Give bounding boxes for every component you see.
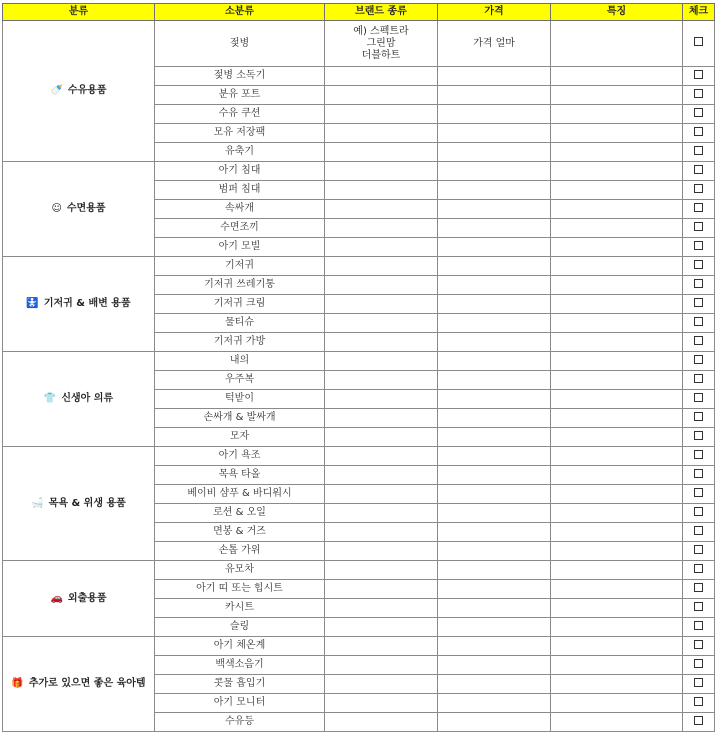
features-cell[interactable] [551, 409, 683, 428]
subcategory-cell: 아기 체온계 [155, 637, 325, 656]
checkbox[interactable] [694, 146, 703, 155]
category-label: 신생아 의류 [61, 393, 114, 404]
price-cell[interactable] [438, 694, 551, 713]
subcategory-cell: 손톱 가위 [155, 542, 325, 561]
brand-cell[interactable] [325, 466, 438, 485]
check-cell [683, 352, 715, 371]
check-cell [683, 67, 715, 86]
checkbox[interactable] [694, 678, 703, 687]
features-cell[interactable] [551, 523, 683, 542]
checkbox[interactable] [694, 279, 703, 288]
brand-cell[interactable] [325, 523, 438, 542]
checkbox[interactable] [694, 298, 703, 307]
brand-cell[interactable] [325, 390, 438, 409]
price-cell[interactable] [438, 371, 551, 390]
price-cell[interactable] [438, 390, 551, 409]
price-cell[interactable] [438, 580, 551, 599]
price-cell[interactable] [438, 219, 551, 238]
subcategory-cell: 기저귀 쓰레기통 [155, 276, 325, 295]
check-cell [683, 21, 715, 67]
subcategory-cell: 내의 [155, 352, 325, 371]
price-cell[interactable] [438, 105, 551, 124]
example-brand-line: 더블하트 [361, 49, 401, 61]
features-cell[interactable] [551, 542, 683, 561]
check-cell [683, 162, 715, 181]
brand-cell[interactable] [325, 352, 438, 371]
table-row [3, 257, 715, 276]
category-cell [3, 447, 155, 561]
checkbox[interactable] [694, 336, 703, 345]
table-row [3, 21, 715, 67]
brand-cell[interactable] [325, 314, 438, 333]
header-check: 체크 [683, 4, 715, 21]
brand-cell[interactable] [325, 542, 438, 561]
subcategory-cell: 아기 침대 [155, 162, 325, 181]
features-cell[interactable] [551, 713, 683, 732]
brand-cell[interactable] [325, 713, 438, 732]
brand-cell[interactable] [325, 428, 438, 447]
subcategory-cell: 범퍼 침대 [155, 181, 325, 200]
price-cell[interactable] [438, 86, 551, 105]
check-cell [683, 713, 715, 732]
features-cell[interactable] [551, 257, 683, 276]
brand-cell[interactable] [325, 105, 438, 124]
checkbox[interactable] [694, 37, 703, 46]
table-body [3, 21, 715, 732]
subcategory-cell: 수면조끼 [155, 219, 325, 238]
price-cell[interactable] [438, 200, 551, 219]
category-label: 수유용품 [67, 85, 107, 96]
check-cell [683, 428, 715, 447]
checkbox[interactable] [694, 621, 703, 630]
features-cell[interactable] [551, 181, 683, 200]
checkbox[interactable] [694, 602, 703, 611]
brand-cell[interactable] [325, 276, 438, 295]
brand-cell[interactable] [325, 295, 438, 314]
check-cell [683, 257, 715, 276]
subcategory-cell: 수유 쿠션 [155, 105, 325, 124]
price-cell[interactable] [438, 352, 551, 371]
checkbox[interactable] [694, 640, 703, 649]
price-cell[interactable] [438, 295, 551, 314]
category-label: 수면용품 [66, 203, 106, 214]
sleeping-face-icon: ☺ [51, 203, 62, 214]
check-cell [683, 333, 715, 352]
category-label: 기저귀 & 배변 용품 [43, 298, 131, 309]
check-cell [683, 637, 715, 656]
features-cell[interactable] [551, 295, 683, 314]
checkbox[interactable] [694, 469, 703, 478]
check-cell [683, 143, 715, 162]
checkbox[interactable] [694, 697, 703, 706]
brand-cell[interactable] [325, 561, 438, 580]
price-cell[interactable] [438, 447, 551, 466]
subcategory-cell: 속싸개 [155, 200, 325, 219]
table-row [3, 561, 715, 580]
example-price: 가격 얼마 [473, 37, 515, 49]
table-row [3, 352, 715, 371]
subcategory-cell: 젖병 소독기 [155, 67, 325, 86]
subcategory-cell: 수유등 [155, 713, 325, 732]
price-cell[interactable] [438, 181, 551, 200]
check-cell [683, 390, 715, 409]
subcategory-cell: 아기 모니터 [155, 694, 325, 713]
subcategory-cell: 로션 & 오일 [155, 504, 325, 523]
brand-cell[interactable] [325, 371, 438, 390]
brand-cell[interactable] [325, 447, 438, 466]
subcategory-cell: 아기 띠 또는 힙시트 [155, 580, 325, 599]
features-cell[interactable] [551, 637, 683, 656]
features-cell[interactable] [551, 599, 683, 618]
checkbox[interactable] [694, 450, 703, 459]
features-cell[interactable] [551, 656, 683, 675]
example-brand-line: 그린맘 [366, 37, 396, 49]
checkbox[interactable] [694, 564, 703, 573]
price-cell[interactable] [438, 257, 551, 276]
header-row [3, 4, 715, 21]
check-cell [683, 295, 715, 314]
price-cell[interactable] [438, 143, 551, 162]
price-cell[interactable] [438, 485, 551, 504]
checkbox[interactable] [694, 165, 703, 174]
subcategory-cell: 목욕 타올 [155, 466, 325, 485]
subcategory-cell: 카시트 [155, 599, 325, 618]
brand-cell[interactable] [325, 618, 438, 637]
checkbox[interactable] [694, 108, 703, 117]
checkbox[interactable] [694, 241, 703, 250]
checkbox[interactable] [694, 393, 703, 402]
features-cell[interactable] [551, 504, 683, 523]
brand-cell[interactable] [325, 181, 438, 200]
checkbox[interactable] [694, 412, 703, 421]
baby-symbol-icon: 🚼 [26, 298, 39, 309]
price-cell[interactable] [438, 561, 551, 580]
subcategory-cell: 기저귀 가방 [155, 333, 325, 352]
price-cell[interactable] [438, 713, 551, 732]
price-cell[interactable] [438, 67, 551, 86]
check-cell [683, 447, 715, 466]
example-brand-line: 예) 스펙트라 [353, 25, 409, 37]
gift-icon: 🎁 [11, 678, 24, 689]
subcategory-cell: 콧물 흡입기 [155, 675, 325, 694]
checkbox[interactable] [694, 260, 703, 269]
table-row [3, 162, 715, 181]
check-cell [683, 181, 715, 200]
check-cell [683, 504, 715, 523]
brand-cell[interactable] [325, 257, 438, 276]
brand-cell[interactable] [325, 67, 438, 86]
check-cell [683, 466, 715, 485]
brand-cell[interactable] [325, 580, 438, 599]
features-cell[interactable] [551, 238, 683, 257]
brand-cell[interactable] [325, 656, 438, 675]
price-cell[interactable] [438, 542, 551, 561]
baby-checklist-table [2, 3, 715, 732]
brand-cell[interactable] [325, 143, 438, 162]
price-cell[interactable] [438, 162, 551, 181]
subcategory-cell: 면봉 & 거즈 [155, 523, 325, 542]
check-cell [683, 105, 715, 124]
features-cell[interactable] [551, 314, 683, 333]
price-cell[interactable] [438, 618, 551, 637]
features-cell[interactable] [551, 694, 683, 713]
features-cell[interactable] [551, 618, 683, 637]
checkbox[interactable] [694, 488, 703, 497]
price-cell[interactable] [438, 21, 551, 67]
check-cell [683, 523, 715, 542]
subcategory-cell: 백색소음기 [155, 656, 325, 675]
header-brand: 브랜드 종류 [325, 4, 438, 21]
check-cell [683, 694, 715, 713]
header-category: 분류 [3, 4, 155, 21]
brand-cell[interactable] [325, 675, 438, 694]
features-cell[interactable] [551, 333, 683, 352]
brand-cell[interactable] [325, 219, 438, 238]
price-cell[interactable] [438, 276, 551, 295]
features-cell[interactable] [551, 428, 683, 447]
category-label: 추가로 있으면 좋은 육아템 [28, 678, 146, 689]
bottle-icon: 🍼 [50, 85, 63, 96]
check-cell [683, 219, 715, 238]
price-cell[interactable] [438, 124, 551, 143]
subcategory-cell: 유축기 [155, 143, 325, 162]
subcategory-cell: 손싸개 & 발싸개 [155, 409, 325, 428]
check-cell [683, 675, 715, 694]
table-row [3, 637, 715, 656]
subcategory-cell: 유모차 [155, 561, 325, 580]
checkbox[interactable] [694, 89, 703, 98]
features-cell[interactable] [551, 124, 683, 143]
subcategory-cell: 물티슈 [155, 314, 325, 333]
subcategory-cell: 슬링 [155, 618, 325, 637]
brand-cell[interactable] [325, 637, 438, 656]
check-cell [683, 238, 715, 257]
price-cell[interactable] [438, 409, 551, 428]
check-cell [683, 656, 715, 675]
features-cell[interactable] [551, 371, 683, 390]
subcategory-cell: 기저귀 크림 [155, 295, 325, 314]
features-cell[interactable] [551, 675, 683, 694]
checkbox[interactable] [694, 127, 703, 136]
price-cell[interactable] [438, 523, 551, 542]
subcategory-cell: 아기 욕조 [155, 447, 325, 466]
checkbox[interactable] [694, 70, 703, 79]
check-cell [683, 618, 715, 637]
category-cell [3, 257, 155, 352]
price-cell[interactable] [438, 675, 551, 694]
price-cell[interactable] [438, 599, 551, 618]
check-cell [683, 580, 715, 599]
features-cell[interactable] [551, 561, 683, 580]
brand-cell[interactable] [325, 21, 438, 67]
features-cell[interactable] [551, 67, 683, 86]
checkbox[interactable] [694, 184, 703, 193]
brand-cell[interactable] [325, 162, 438, 181]
features-cell[interactable] [551, 219, 683, 238]
brand-cell[interactable] [325, 200, 438, 219]
category-label: 목욕 & 위생 용품 [48, 497, 126, 509]
brand-cell[interactable] [325, 599, 438, 618]
features-cell[interactable] [551, 580, 683, 599]
header-features: 특징 [551, 4, 683, 21]
price-cell[interactable] [438, 504, 551, 523]
brand-cell[interactable] [325, 124, 438, 143]
checkbox[interactable] [694, 545, 703, 554]
features-cell[interactable] [551, 21, 683, 67]
checkbox[interactable] [694, 222, 703, 231]
table-row [3, 447, 715, 466]
subcategory-cell: 분유 포트 [155, 86, 325, 105]
checkbox[interactable] [694, 507, 703, 516]
subcategory-cell: 아기 모빌 [155, 238, 325, 257]
brand-cell[interactable] [325, 694, 438, 713]
check-cell [683, 86, 715, 105]
category-label: 외출용품 [67, 592, 107, 604]
category-cell [3, 637, 155, 732]
check-cell [683, 542, 715, 561]
bathtub-icon: 🛁 [31, 497, 44, 509]
brand-cell[interactable] [325, 504, 438, 523]
price-cell[interactable] [438, 466, 551, 485]
check-cell [683, 485, 715, 504]
checkbox[interactable] [694, 526, 703, 535]
features-cell[interactable] [551, 276, 683, 295]
features-cell[interactable] [551, 143, 683, 162]
checkbox[interactable] [694, 431, 703, 440]
checkbox[interactable] [694, 317, 703, 326]
checkbox[interactable] [694, 203, 703, 212]
brand-cell[interactable] [325, 485, 438, 504]
checkbox[interactable] [694, 583, 703, 592]
checkbox[interactable] [694, 374, 703, 383]
check-cell [683, 124, 715, 143]
features-cell[interactable] [551, 390, 683, 409]
shirt-icon: 👕 [43, 393, 57, 404]
price-cell[interactable] [438, 333, 551, 352]
check-cell [683, 276, 715, 295]
subcategory-cell: 기저귀 [155, 257, 325, 276]
check-cell [683, 200, 715, 219]
subcategory-cell: 우주복 [155, 371, 325, 390]
price-cell[interactable] [438, 637, 551, 656]
features-cell[interactable] [551, 86, 683, 105]
checkbox[interactable] [694, 659, 703, 668]
price-cell[interactable] [438, 238, 551, 257]
header-subcategory: 소분류 [155, 4, 325, 21]
features-cell[interactable] [551, 200, 683, 219]
car-icon: 🚗 [50, 592, 63, 604]
category-cell [3, 561, 155, 637]
subcategory-cell: 베이비 샴푸 & 바디워시 [155, 485, 325, 504]
features-cell[interactable] [551, 485, 683, 504]
price-cell[interactable] [438, 428, 551, 447]
brand-cell[interactable] [325, 238, 438, 257]
subcategory-cell: 모유 저장팩 [155, 124, 325, 143]
price-cell[interactable] [438, 656, 551, 675]
price-cell[interactable] [438, 314, 551, 333]
category-cell [3, 162, 155, 257]
checkbox[interactable] [694, 355, 703, 364]
check-cell [683, 371, 715, 390]
check-cell [683, 561, 715, 580]
check-cell [683, 409, 715, 428]
features-cell[interactable] [551, 466, 683, 485]
category-cell [3, 352, 155, 447]
features-cell[interactable] [551, 162, 683, 181]
features-cell[interactable] [551, 447, 683, 466]
category-cell [3, 21, 155, 162]
checkbox[interactable] [694, 716, 703, 725]
subcategory-cell: 젖병 [155, 21, 325, 67]
brand-cell[interactable] [325, 86, 438, 105]
brand-cell[interactable] [325, 409, 438, 428]
subcategory-cell: 턱받이 [155, 390, 325, 409]
features-cell[interactable] [551, 105, 683, 124]
check-cell [683, 599, 715, 618]
header-price: 가격 [438, 4, 551, 21]
check-cell [683, 314, 715, 333]
subcategory-cell: 모자 [155, 428, 325, 447]
brand-cell[interactable] [325, 333, 438, 352]
features-cell[interactable] [551, 352, 683, 371]
